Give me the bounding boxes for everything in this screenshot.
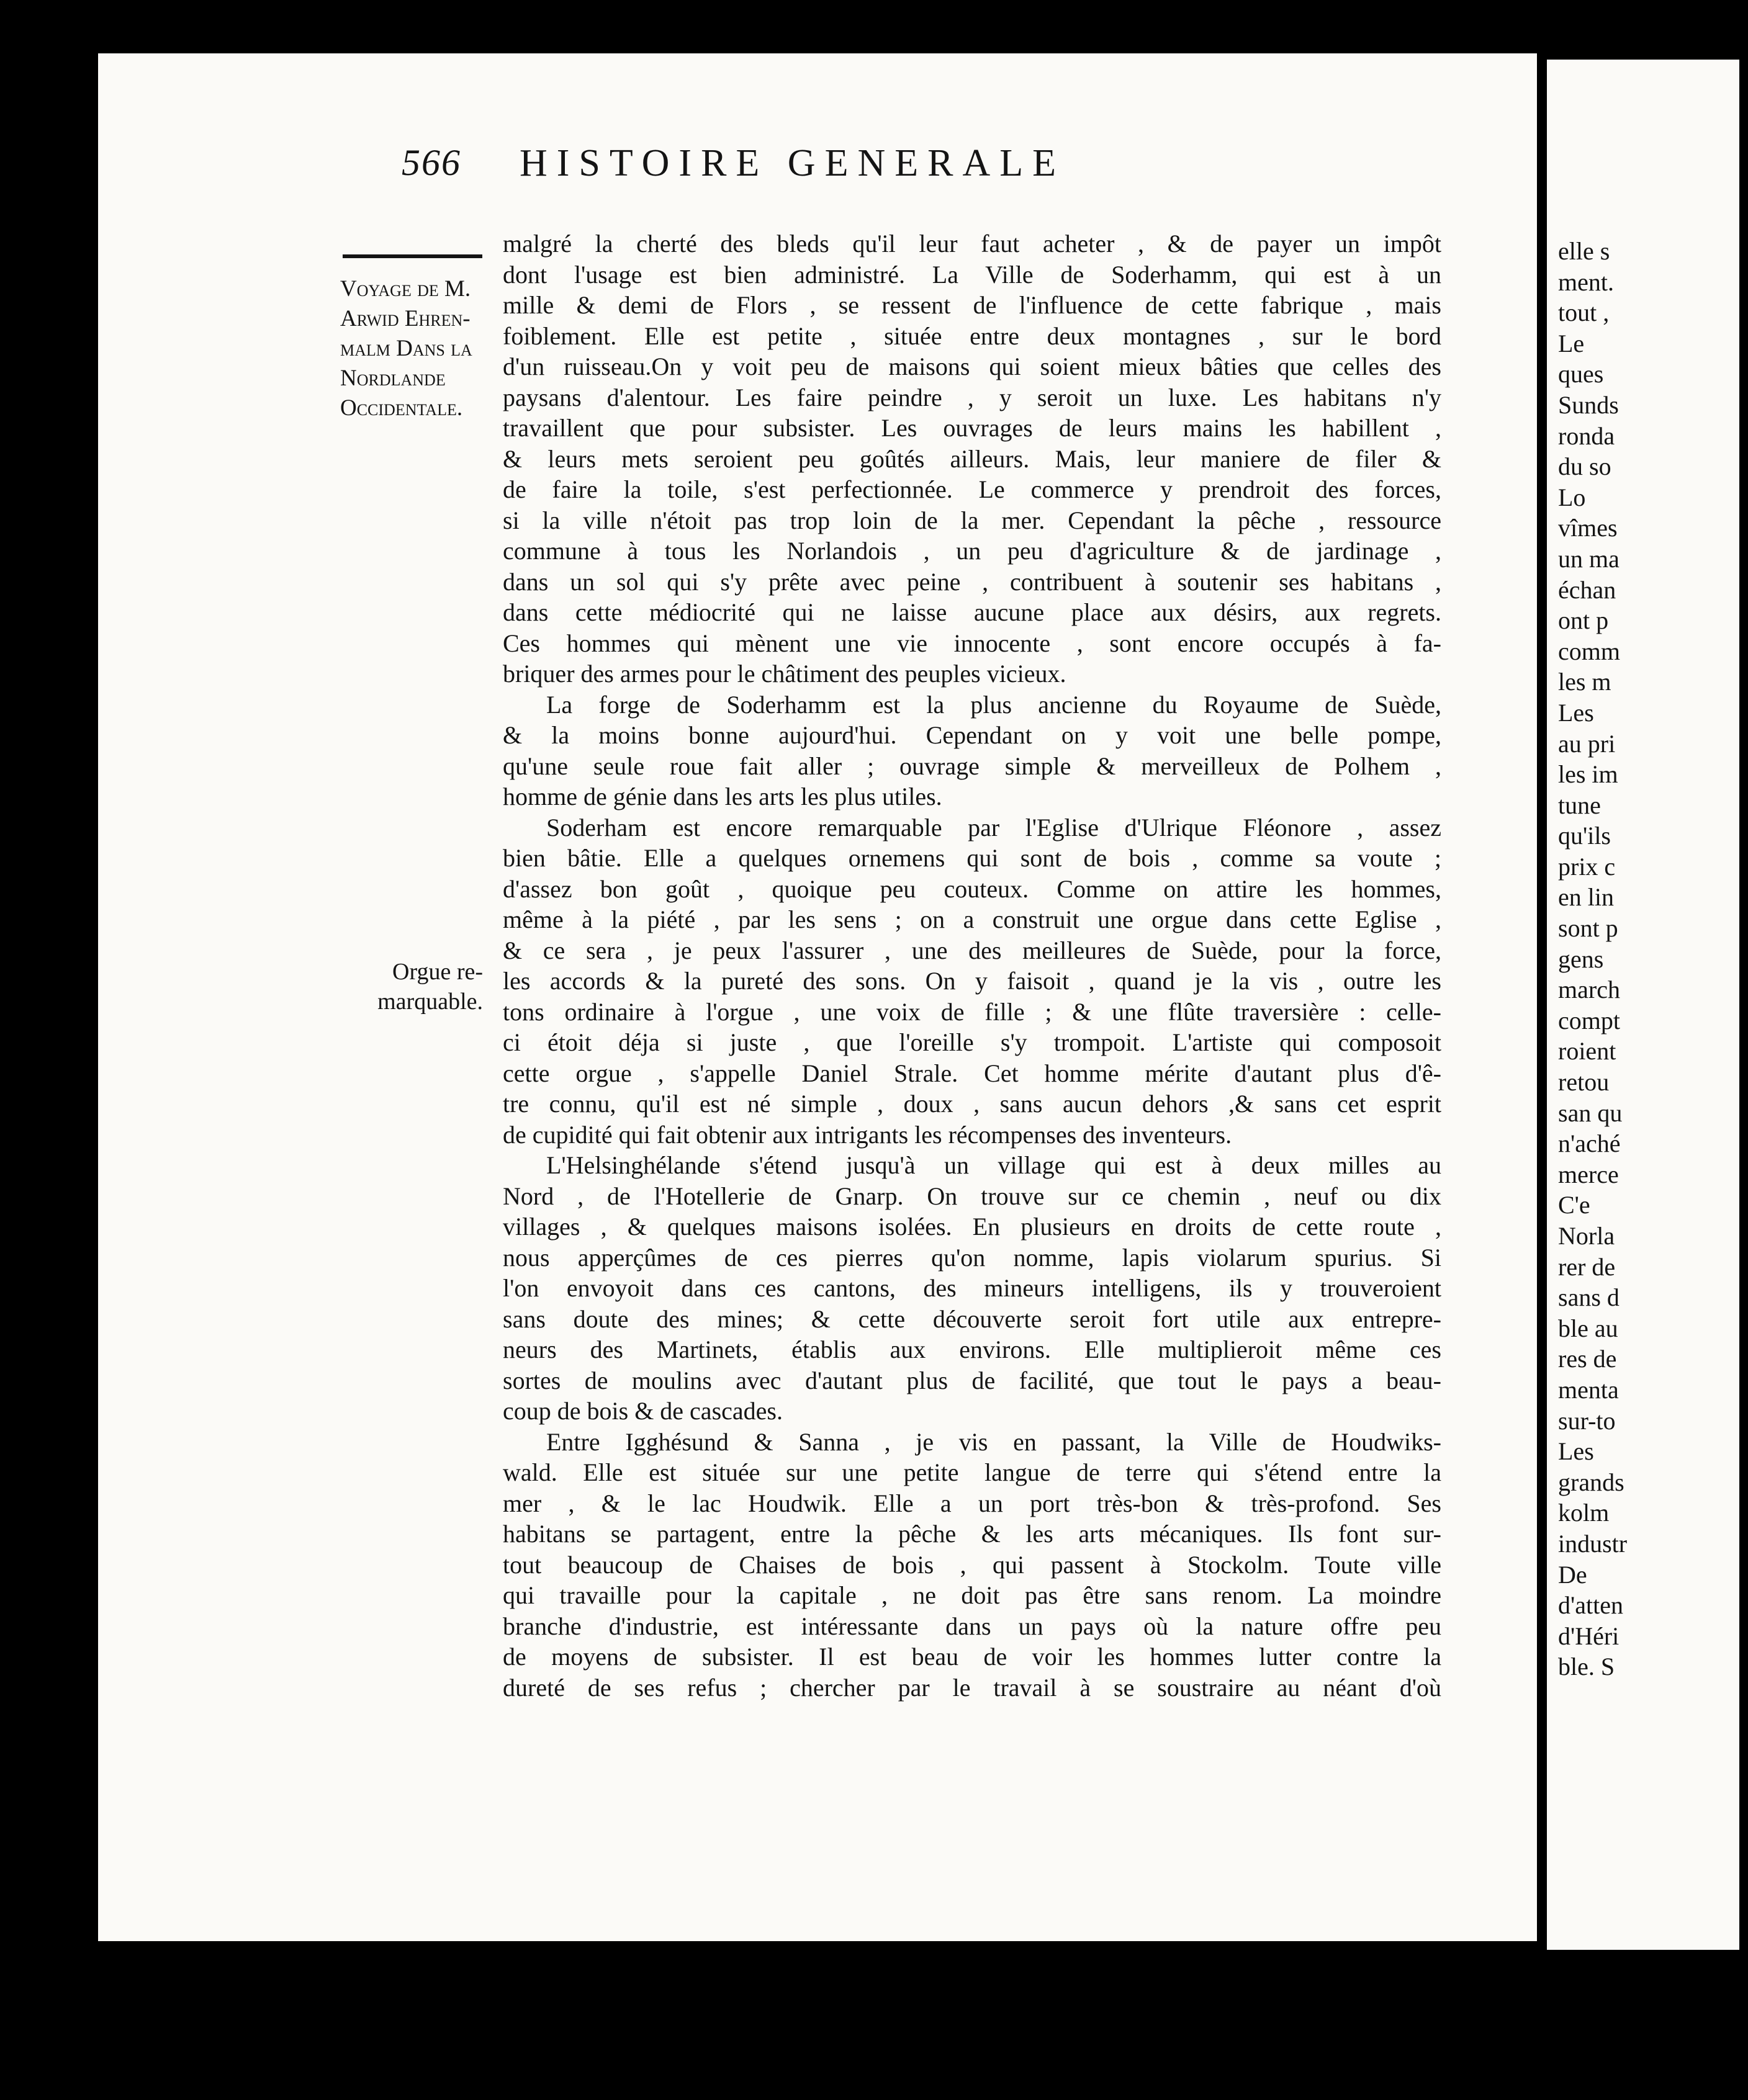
facing-text-line: sont p — [1558, 914, 1618, 943]
text-line: dans un sol qui s'y prête avec peine , contribuent à soutenir ses habitans , — [503, 567, 1441, 596]
facing-text-line: industr — [1558, 1529, 1628, 1558]
sidenote-voyage — [340, 274, 495, 423]
sidenote-line: Orgue re- — [392, 959, 483, 985]
facing-page-text — [1558, 236, 1748, 1682]
facing-text-line: Les — [1558, 1437, 1594, 1466]
facing-text-line: du so — [1558, 452, 1611, 481]
facing-text-line: en lin — [1558, 883, 1614, 912]
text-line: de moyens de subsister. Il est beau de voir les hommes lutter contre la — [503, 1643, 1441, 1671]
facing-text-line: retou — [1558, 1068, 1610, 1097]
facing-text-line: Norla — [1558, 1222, 1615, 1250]
facing-text-line: Les — [1558, 698, 1594, 727]
facing-text-line: tout , — [1558, 298, 1610, 327]
text-line: & ce sera , je peux l'assurer , une des meilleures de Suède, pour la force, — [503, 936, 1441, 964]
text-line: dureté de ses refus ; chercher par le travail à se soustraire au néant d'où — [503, 1673, 1441, 1702]
sidenote-line: Voyage de M. — [340, 276, 471, 302]
facing-text-line: n'aché — [1558, 1129, 1621, 1158]
text-line: d'un ruisseau.On y voit peu de maisons qui soient mieux bâties que celles des — [503, 352, 1441, 380]
text-line: L'Helsinghélande s'étend jusqu'à un village qui est à deux milles au — [546, 1151, 1441, 1179]
text-line: de faire la toile, s'est perfectionnée. Le commerce y prendroit des forces, — [503, 475, 1441, 503]
text-line: habitans se partagent, entre la pêche & les arts mécaniques. Ils font sur- — [503, 1520, 1441, 1548]
facing-text-line: un ma — [1558, 544, 1620, 573]
sidenote-orgue — [340, 957, 483, 1016]
facing-text-line: comm — [1558, 637, 1620, 665]
sidenote-line: Arwid Ehren- — [340, 306, 471, 331]
text-line: branche d'industrie, est intéressante dans un pays où la nature offre peu — [503, 1612, 1441, 1640]
text-line: malgré la cherté des bleds qu'il leur faut acheter , & de payer un impôt — [503, 230, 1441, 258]
facing-text-line: kolm — [1558, 1499, 1610, 1527]
text-line: foiblement. Elle est petite , située entre deux montagnes , sur le bord — [503, 321, 1441, 350]
facing-text-line: elle s — [1558, 237, 1610, 265]
facing-text-line: prix c — [1558, 852, 1616, 881]
text-line: qu'une seule roue fait aller ; ouvrage simple & merveilleux de Polhem , — [503, 752, 1441, 780]
text-line: Soderham est encore remarquable par l'Eglise d'Ulrique Fléonore , assez — [546, 813, 1441, 841]
text-line: wald. Elle est située sur une petite langue de terre qui s'étend entre la — [503, 1458, 1441, 1486]
facing-text-line: échan — [1558, 575, 1616, 604]
sidenote-line: marquable. — [377, 989, 483, 1015]
text-line: sans doute des mines; & cette découverte seroit fort utile aux entrepre- — [503, 1304, 1441, 1333]
text-line: Entre Igghésund & Sanna , je vis en passant, la Ville de Houdwiks- — [546, 1427, 1441, 1456]
facing-text-line: san qu — [1558, 1098, 1623, 1127]
text-line: mer , & le lac Houdwik. Elle a un port très-bon & très-profond. Ses — [503, 1489, 1441, 1517]
sidenote-line: Nordlande — [340, 366, 446, 391]
facing-text-line: C'e — [1558, 1191, 1590, 1219]
facing-text-line: march — [1558, 976, 1620, 1004]
text-line: sortes de moulins avec d'autant plus de facilité, que tout le pays a beau- — [503, 1366, 1441, 1394]
text-line: tout beaucoup de Chaises de bois , qui passent à Stockolm. Toute ville — [503, 1550, 1441, 1579]
text-line: cette orgue , s'appelle Daniel Strale. Cet homme mérite d'autant plus d'ê- — [503, 1059, 1441, 1087]
facing-text-line: les m — [1558, 668, 1611, 696]
facing-text-line: Le — [1558, 329, 1585, 357]
facing-text-line: sans d — [1558, 1283, 1620, 1312]
facing-text-line: merce — [1558, 1160, 1619, 1188]
facing-text-line: res de — [1558, 1345, 1617, 1373]
text-line: mille & demi de Flors , se ressent de l'influence de cette fabrique , mais — [503, 291, 1441, 319]
text-line: dans cette médiocrité qui ne laisse aucune place aux désirs, aux regrets. — [503, 598, 1441, 626]
facing-text-line: au pri — [1558, 729, 1616, 758]
facing-text-line: qu'ils — [1558, 822, 1611, 850]
text-line: paysans d'alentour. Les faire peindre , y seroit un luxe. Les habitans n'y — [503, 383, 1441, 411]
text-line: & leurs mets seroient peu goûtés ailleurs. Mais, leur maniere de filer & — [503, 444, 1441, 473]
text-line: Ces hommes qui mènent une vie innocente , sont encore occupés à fa- — [503, 629, 1441, 657]
text-line: tons ordinaire à l'orgue , une voix de fille ; & une flûte traversière : celle- — [503, 997, 1441, 1026]
facing-text-line: les im — [1558, 760, 1618, 789]
text-line: villages , & quelques maisons isolées. En plusieurs en droits de cette route , — [503, 1213, 1441, 1241]
running-title: HISTOIRE GENERALE — [520, 142, 1065, 184]
text-line: travaillent que pour subsister. Les ouvrages de leurs mains les habillent , — [503, 414, 1441, 442]
text-line: si la ville n'étoit pas trop loin de la mer. Cependant la pêche , ressource — [503, 506, 1441, 534]
text-line: ci étoit déja si juste , que l'oreille s'y trompoit. L'artiste qui composoit — [503, 1028, 1441, 1056]
margin-rule — [343, 254, 482, 258]
facing-text-line: rer de — [1558, 1252, 1616, 1281]
facing-text-line: ment. — [1558, 267, 1614, 296]
text-line: coup de bois & de cascades. — [503, 1397, 783, 1425]
text-line: même à la piété , par les sens ; on a construit une orgue dans cette Eglise , — [503, 905, 1441, 933]
text-line: les accords & la pureté des sons. On y faisoit , quand je la vis , outre les — [503, 967, 1441, 995]
text-line: bien bâtie. Elle a quelques ornemens qui sont de bois , comme sa voute ; — [503, 844, 1441, 872]
page-number: 566 — [402, 142, 461, 183]
sidenote-line: Occidentale. — [340, 395, 463, 421]
facing-text-line: d'Héri — [1558, 1622, 1620, 1650]
facing-text-line: tune — [1558, 791, 1601, 819]
text-line: Nord , de l'Hotellerie de Gnarp. On trouve sur ce chemin , neuf ou dix — [503, 1182, 1441, 1210]
facing-text-line: menta — [1558, 1375, 1619, 1404]
text-line: dont l'usage est bien administré. La Ville de Soderhamm, qui est à un — [503, 260, 1441, 289]
facing-text-line: ont p — [1558, 606, 1609, 635]
facing-text-line: Lo — [1558, 483, 1586, 511]
facing-text-line: vîmes — [1558, 514, 1618, 542]
facing-text-line: Sunds — [1558, 390, 1619, 419]
text-line: d'assez bon goût , quoique peu couteux. Comme on attire les hommes, — [503, 874, 1441, 903]
text-line: l'on envoyoit dans ces cantons, des mineurs intelligens, ils y trouveroient — [503, 1274, 1441, 1302]
text-line: briquer des armes pour le châtiment des peuples vicieux. — [503, 660, 1066, 688]
facing-text-line: d'atten — [1558, 1591, 1623, 1620]
page-header — [402, 141, 1451, 204]
text-line: La forge de Soderhamm est la plus ancienne du Royaume de Suède, — [546, 690, 1441, 719]
facing-text-line: roient — [1558, 1037, 1616, 1066]
facing-text-line: De — [1558, 1560, 1587, 1589]
sidenote-line: malm Dans la — [340, 336, 472, 361]
text-line: commune à tous les Norlandois , un peu d'agriculture & de jardinage , — [503, 537, 1441, 565]
facing-text-line: ques — [1558, 360, 1604, 388]
text-line: tre connu, qu'il est né simple , doux , sans aucun dehors ,& sans cet esprit — [503, 1090, 1441, 1118]
text-line: & la moins bonne aujourd'hui. Cependant on y voit une belle pompe, — [503, 721, 1441, 749]
text-line: neurs des Martinets, établis aux environs. Elle multiplieroit même ces — [503, 1335, 1441, 1363]
text-line: nous apperçûmes de ces pierres qu'on nomme, lapis violarum spurius. Si — [503, 1243, 1441, 1272]
facing-text-line: grands — [1558, 1468, 1624, 1496]
text-line: de cupidité qui fait obtenir aux intrigants les récompenses des inventeurs. — [503, 1120, 1232, 1149]
facing-text-line: ble au — [1558, 1314, 1618, 1342]
facing-text-line: ble. S — [1558, 1653, 1615, 1681]
facing-text-line: ronda — [1558, 421, 1615, 450]
facing-text-line: sur-to — [1558, 1406, 1616, 1435]
text-line: qui travaille pour la capitale , ne doit pas être sans renom. La moindre — [503, 1581, 1441, 1609]
body-text — [503, 228, 1441, 1703]
facing-text-line: compt — [1558, 1006, 1620, 1034]
facing-text-line: gens — [1558, 945, 1604, 973]
text-line: homme de génie dans les arts les plus utiles. — [503, 783, 942, 810]
